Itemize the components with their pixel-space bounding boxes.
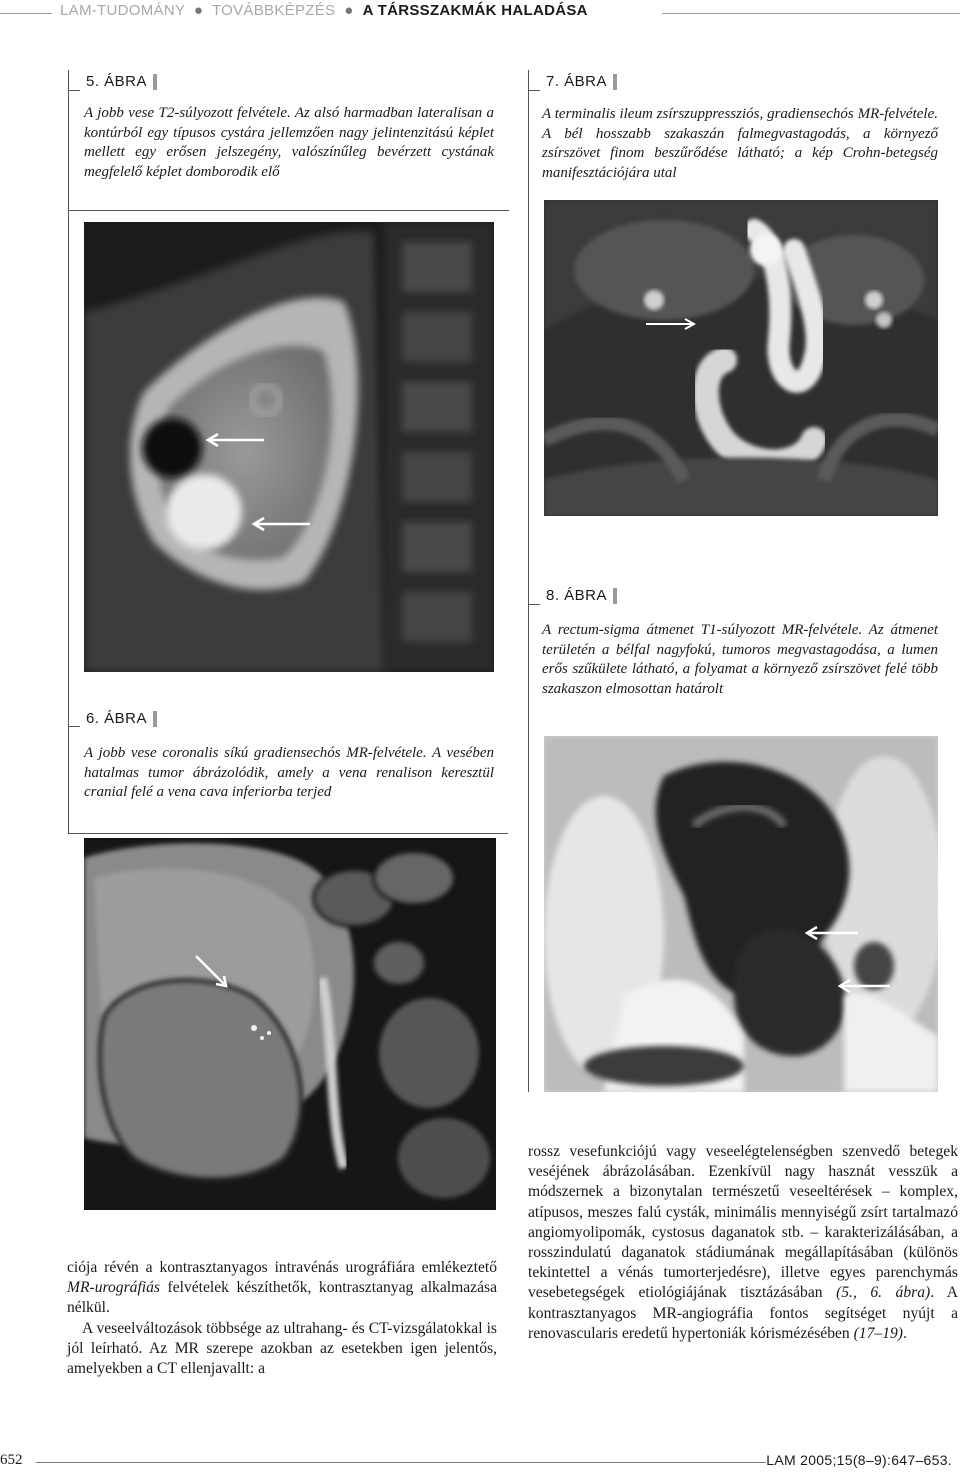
header-section-1: LAM-TUDOMÁNY: [60, 2, 185, 19]
header-bullet: ●: [339, 2, 359, 19]
header-bullet: ●: [189, 2, 208, 19]
body-paragraph: [528, 1142, 958, 1344]
figure-6-frame: [68, 208, 509, 833]
figure-8-label: 8. ÁBRA: [546, 588, 617, 604]
figure-5-label-rule: [68, 90, 80, 91]
header-section-2: TOVÁBBKÉPZÉS: [211, 2, 336, 19]
body-emphasis: (5., 6. ábra): [836, 1284, 931, 1302]
figure-8-caption: A rectum-sigma átmenet T1-súlyozott MR-felvétele. Az átmenet területén a bélfal nagyfokú, tumoros megvastagodása, a lumen erős szűkülete látható, a folyamat a környező zsírszövet felé több szakaszon elmosottan határolt: [542, 622, 938, 697]
body-text-span: . A kontrasztanyagos MR-angiográfia fontos segítséget nyújt a renovascularis eredetű hypertoniák kórismézésében: [528, 1284, 958, 1342]
body-emphasis: (17–19): [853, 1324, 903, 1342]
footer-rule: [36, 1462, 766, 1463]
running-header: [60, 2, 660, 19]
header-section-3: A TÁRSSZAKMÁK HALADÁSA: [362, 2, 588, 19]
journal-citation: LAM 2005;15(8–9):647–653.: [766, 1452, 952, 1468]
body-text-left: [67, 1258, 497, 1379]
body-text-span: ciója révén a kontrasztanyagos intravénás urográfiára emlékeztető: [67, 1259, 497, 1276]
figure-6-bottom-rule: [68, 833, 508, 834]
figure-6-image: [84, 838, 496, 1210]
figure-7-image: [544, 200, 938, 516]
figure-7-label-rule: [528, 90, 540, 91]
figure-7-label: 7. ÁBRA: [546, 74, 617, 90]
figure-8-image: [544, 736, 938, 1092]
body-paragraph: [67, 1258, 497, 1319]
body-emphasis: MR-urográfiás: [67, 1279, 160, 1297]
page-number: 652: [0, 1452, 23, 1468]
figure-8-label-rule: [528, 604, 540, 605]
figure-6-label-rule: [68, 726, 80, 727]
figure-6-caption: A jobb vese coronalis síkú gradiensechós MR-felvétele. A vesében hatalmas tumor ábrázolódik, amely a vena renalison keresztül cranial felé a vena cava inferiorba terjed: [84, 745, 494, 800]
header-rule-left: [0, 13, 52, 14]
figure-6-label: 6. ÁBRA: [86, 711, 157, 727]
figure-8-top-rule: [528, 550, 529, 551]
body-paragraph: A veseelváltozások többsége az ultrahang- és CT-vizsgálatokkal is jól leírható. Az MR szerepe azokban az esetekben igen jelentős, amelyekben a CT ellenjavallt: a: [67, 1319, 497, 1378]
figure-7-caption: A terminalis ileum zsírszuppressziós, gradiensechós MR-felvétele. A bél hosszabb szakaszán falmegvastagodás, a környező zsírszövet finom beszűrődése látható; a kép Crohn-betegség manifesztációjára utal: [542, 106, 938, 181]
figure-5-label: 5. ÁBRA: [86, 74, 157, 90]
body-text-right: [528, 1142, 958, 1344]
body-text-span: felvételek készíthetők, kontrasztanyag alkalmazása nélkül.: [67, 1279, 497, 1317]
figure-5-caption: A jobb vese T2-súlyozott felvétele. Az alsó harmadban lateralisan a kontúrból egy típusos cystára jellemzően nagy jelintenzitású képlet mellett egy erősen jelszegény, valószínűleg bevérzett cystának megfelelő képlet domborodik elő: [84, 105, 494, 180]
header-rule-right: [662, 13, 960, 14]
body-text-span: rossz vesefunkciójú vagy veseelégtelenségben szenvedő betegek veséjének ábrázolásában. Ezenkívül nagy hasznát vesszük a módszernek a bizonytalan természetű veseeltérések – komplex, atípusos, meszes falú cysták, minimális mennyiségű zsírt tartalmazó angiomyolipomák, cystosus daganatok stb. – karakterizálásában, a rosszindulatú daganatok stádiumának megállapításában (különös tekintettel a vénás tumorterjedésre), illetve egyes parenchymás vesebetegségek etiológiájának tisztázásában: [528, 1143, 958, 1302]
body-text-span: .: [902, 1324, 907, 1342]
